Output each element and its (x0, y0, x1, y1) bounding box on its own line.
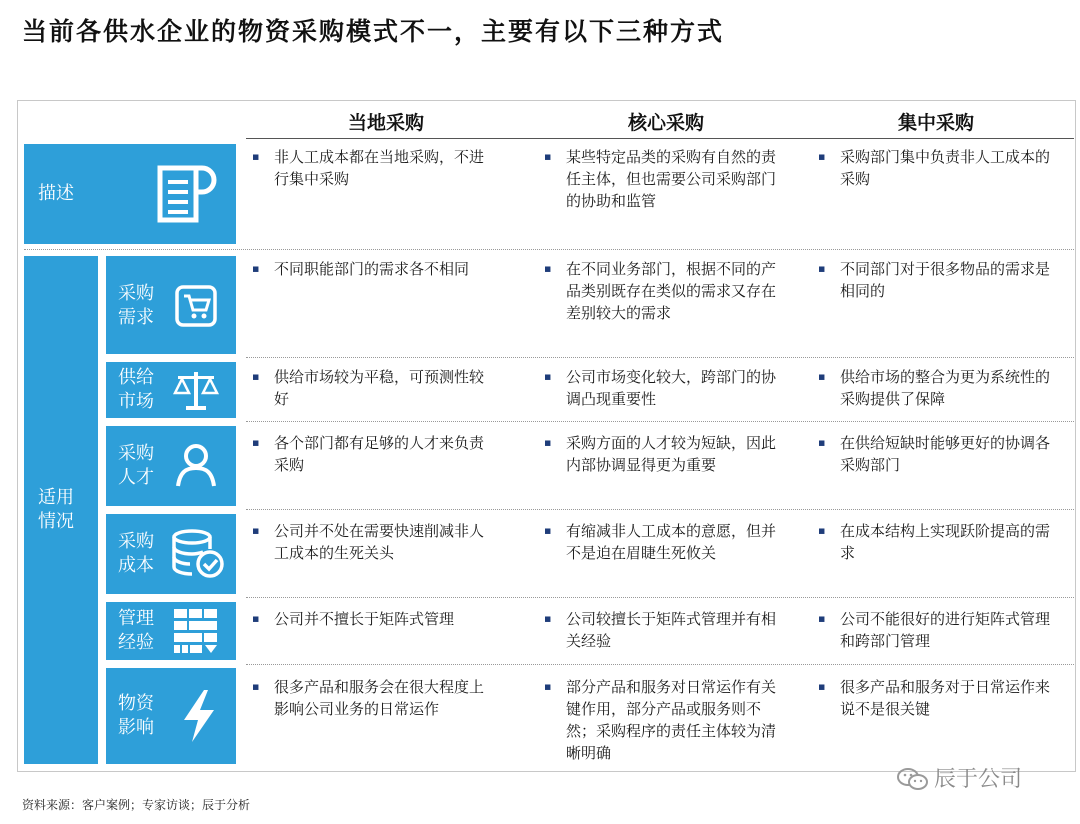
row-divider (246, 597, 1074, 598)
cost-cell-core: ▪ 有缩减非人工成本的意愿，但并不是迫在眉睫生死攸关 (540, 520, 785, 564)
cost-cell-central: ▪ 在成本结构上实现跃阶提高的需求 (814, 520, 1059, 564)
wechat-icon (896, 766, 930, 792)
demand-cell-central: ▪ 不同部门对于很多物品的需求是相同的 (814, 258, 1059, 302)
balance-scale-icon (172, 368, 220, 412)
row-label-impact: 物资影响 (118, 693, 154, 738)
supply-cell-local: ▪ 供给市场较为平稳，可预测性较好 (248, 366, 498, 410)
talent-cell-central: ▪ 在供给短缺时能够更好的协调各采购部门 (814, 432, 1059, 476)
row-label-supply: 供给市场 (118, 367, 154, 412)
row-label-box-impact (106, 668, 236, 764)
row-label-demand: 采购需求 (118, 283, 154, 328)
desc-label: 描述 (38, 183, 74, 204)
database-check-icon (170, 528, 226, 580)
cart-icon (174, 284, 218, 328)
talent-cell-core: ▪ 采购方面的人才较为短缺，因此内部协调显得更为重要 (540, 432, 785, 476)
row-label-box-cost (106, 514, 236, 594)
management-cell-central: ▪ 公司不能很好的进行矩阵式管理和跨部门管理 (814, 608, 1059, 652)
watermark: 辰于公司 (934, 767, 1023, 792)
column-header-local: 当地采购 (347, 112, 424, 134)
person-icon (174, 442, 218, 488)
row-label-cost: 采购成本 (118, 531, 154, 576)
desc-label-box (24, 144, 236, 244)
group-label: 适用情况 (38, 487, 74, 532)
row-label-box-supply (106, 362, 236, 418)
source-note: 资料来源：客户案例；专家访谈；辰于分析 (22, 798, 251, 812)
header-divider (246, 138, 1074, 139)
demand-cell-local: ▪ 不同职能部门的需求各不相同 (248, 258, 498, 280)
management-cell-core: ▪ 公司较擅长于矩阵式管理并有相关经验 (540, 608, 785, 652)
grid-table-icon (172, 607, 220, 655)
lightning-icon (178, 688, 218, 744)
row-divider (246, 664, 1074, 665)
row-divider (246, 509, 1074, 510)
row-divider (246, 357, 1074, 358)
impact-cell-core: ▪ 部分产品和服务对日常运作有关键作用，部分产品或服务则不然；采购程序的责任主体较为清晰明确 (540, 676, 785, 764)
supply-cell-core: ▪ 公司市场变化较大，跨部门的协调凸现重要性 (540, 366, 785, 410)
supply-cell-central: ▪ 供给市场的整合为更为系统性的采购提供了保障 (814, 366, 1059, 410)
row-label-management: 管理经验 (118, 608, 154, 653)
impact-cell-central: ▪ 很多产品和服务对于日常运作来说不是很关键 (814, 676, 1059, 720)
cost-cell-local: ▪ 公司并不处在需要快速削减非人工成本的生死关头 (248, 520, 498, 564)
management-cell-local: ▪ 公司并不擅长于矩阵式管理 (248, 608, 498, 630)
row-label-talent: 采购人才 (118, 443, 154, 488)
row-label-box-management (106, 602, 236, 660)
demand-cell-core: ▪ 在不同业务部门，根据不同的产品类别既存在类似的需求又存在差别较大的需求 (540, 258, 785, 324)
talent-cell-local: ▪ 各个部门都有足够的人才来负责采购 (248, 432, 498, 476)
row-divider (246, 421, 1074, 422)
column-header-core: 核心采购 (627, 112, 704, 134)
desc-cell-local: ▪ 非人工成本都在当地采购，不进行集中采购 (248, 146, 498, 190)
document-icon (154, 164, 218, 224)
desc-cell-core: ▪ 某些特定品类的采购有自然的责任主体，但也需要公司采购部门的协助和监管 (540, 146, 785, 212)
column-header-central: 集中采购 (897, 112, 974, 134)
row-label-box-demand (106, 256, 236, 354)
group-label-box (24, 256, 98, 764)
impact-cell-local: ▪ 很多产品和服务会在很大程度上影响公司业务的日常运作 (248, 676, 498, 720)
page-title: 当前各供水企业的物资采购模式不一，主要有以下三种方式 (22, 17, 725, 46)
desc-cell-central: ▪ 采购部门集中负责非人工成本的采购 (814, 146, 1059, 190)
row-divider (24, 249, 1074, 250)
row-label-box-talent (106, 426, 236, 506)
